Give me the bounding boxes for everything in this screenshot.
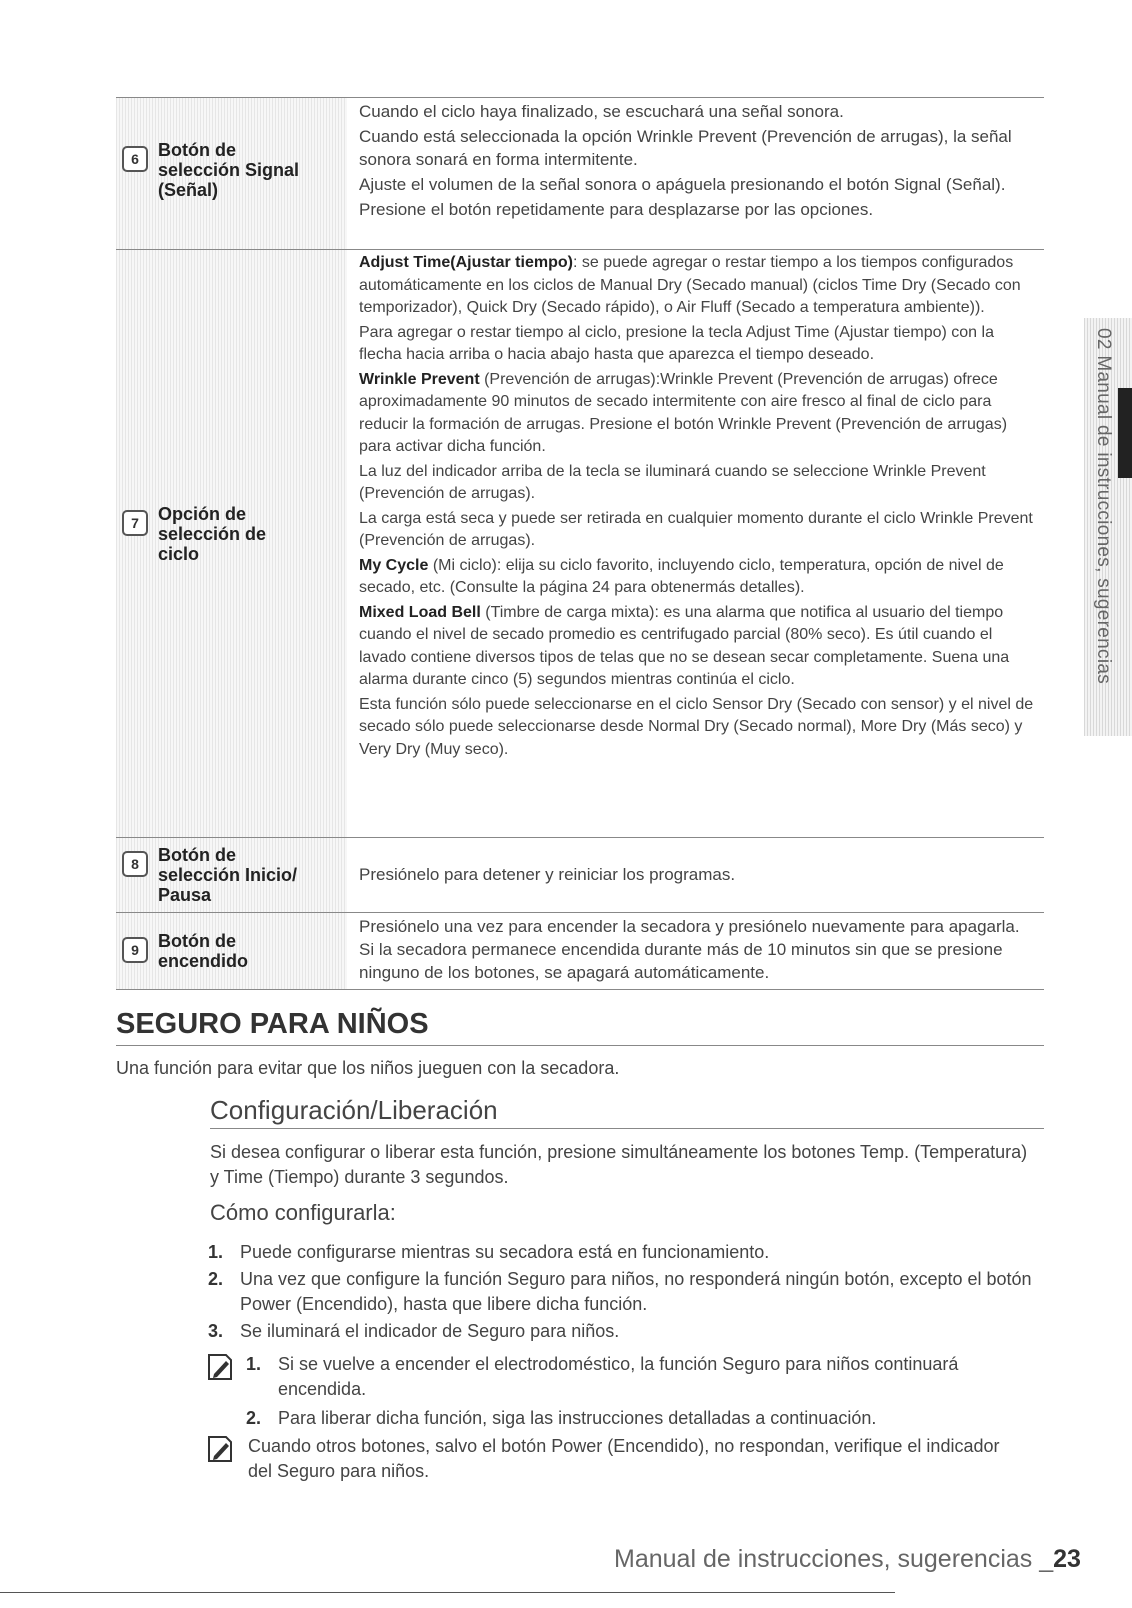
section-intro: Una función para evitar que los niños jueguen con la secadora. — [116, 1058, 620, 1078]
list-item: 1. Puede configurarse mientras su secadora está en funcionamiento. — [208, 1242, 770, 1262]
row-description: Presiónelo una vez para encender la secadora y presiónelo nuevamente para apagarla. Si la secadora permanece encendida durante más de 10 minutos sin que se presione ninguno de los botones, se apagará automáticamente. — [359, 917, 1020, 982]
row-label-cell — [116, 98, 347, 249]
list-item: 3. Se iluminará el indicador de Seguro para niños. — [208, 1321, 620, 1341]
row-label: Botón de selección Signal (Señal) — [158, 139, 300, 200]
table-row — [116, 250, 1044, 838]
subsection-title: Configuración/Liberación — [210, 1095, 1044, 1129]
row-label: Botón de encendido — [158, 931, 249, 971]
list-item: 2. Una vez que configure la función Seguro para niños, no responderá ningún botón, excepto el botón Power (Encendido), hasta que libere dicha función. — [208, 1269, 1032, 1314]
chapter-tab-marker — [1118, 388, 1132, 478]
page-number: 23 — [1053, 1545, 1081, 1573]
row-label: Opción de selección de ciclo — [158, 503, 267, 564]
item-number-badge: 7 — [122, 510, 148, 536]
row-label-cell — [116, 913, 347, 989]
subsection-text: Si desea configurar o liberar esta función, presione simultáneamente los botones Temp. (Temperatura) y Time (Tiempo) durante 3 segundos. — [210, 1142, 1028, 1187]
note-pencil-icon — [206, 1352, 234, 1382]
list-item: 1. Si se vuelve a encender el electrodoméstico, la función Seguro para niños continuará encendida. — [246, 1354, 959, 1399]
controls-table — [116, 97, 1044, 990]
how-to-title: Cómo configurarla: — [210, 1200, 396, 1225]
item-number-badge: 8 — [122, 851, 148, 877]
row-description: Adjust Time(Ajustar tiempo): se puede agregar o restar tiempo a los tiempos configurados automáticamente en los ciclos de Manual Dry (Secado manual) (ciclos Time Dry (Secado con temporizador), Quick Dry (Secado rápido), o Air Fluff (Secado a temperatura ambiente)). Para agregar o restar tiempo al ciclo, presione la tecla Adjust Time (Ajustar tiempo) con la flecha hacia arriba o hacia abajo hasta que aparezca el tiempo deseado. Wrinkle Prevent (Prevención de arrugas):Wrinkle Prevent (Prevención de arrugas) ofrece aproximadamente 90 minutos de secado intermitente con aire fresco al final de ciclo para reducir la formación de arrugas. Presione el botón Wrinkle Prevent (Prevención de arrugas) para activar dicha función. La luz del indicador arriba de la tecla se iluminará cuando se seleccione Wrinkle Prevent (Prevención de arrugas). La carga está seca y puede ser retirada en cualquier momento durante el ciclo Wrinkle Prevent (Prevención de arrugas). My Cycle (Mi ciclo): elija su ciclo favorito, incluyendo ciclo, temperatura, opción de nivel de secado, etc. (Consulte la página 24 para obtenermás detalles). Mixed Load Bell (Timbre de carga mixta): es una alarma que notifica al usuario del tiempo cuando el nivel de secado promedio es centrifugado parcial (80% seco). Es útil cuando el lavado contiene diversos tipos de telas que no se desean secar completamente. Suena una alarma durante cinco (5) segundos mientras continúa el ciclo. Esta función sólo puede seleccionarse en el ciclo Sensor Dry (Secado con sensor) y el nivel de secado sólo puede seleccionarse desde Normal Dry (Secado normal), More Dry (Más seco) y Very Dry (Muy seco). — [359, 254, 1034, 758]
steps-list — [208, 1240, 1038, 1346]
note-text: Cuando otros botones, salvo el botón Power (Encendido), no respondan, verifique el indicador del Seguro para niños. — [248, 1436, 1000, 1481]
row-description: Cuando el ciclo haya finalizado, se escuchará una señal sonora. Cuando está seleccionada la opción Wrinkle Prevent (Prevención de arrugas), la señal sonora sonará en forma intermitente. Ajuste el volumen de la señal sonora o apáguela presionando el botón Signal (Señal). Presione el botón repetidamente para desplazarse por las opciones. — [359, 102, 1012, 219]
chapter-side-tab-label: 02 Manual de instrucciones, sugerencias — [1093, 328, 1114, 685]
section-title: SEGURO PARA NIÑOS — [116, 1008, 1044, 1046]
note-list — [246, 1352, 1036, 1431]
row-label-cell — [116, 838, 347, 912]
table-row — [116, 98, 1044, 250]
table-row — [116, 913, 1044, 990]
row-label: Botón de selección Inicio/ Pausa — [158, 845, 298, 905]
table-row — [116, 838, 1044, 913]
page-footer: Manual de instrucciones, sugerencias _23 — [614, 1545, 1081, 1573]
item-number-badge: 9 — [122, 937, 148, 963]
note-pencil-icon — [206, 1434, 234, 1464]
item-number-badge: 6 — [122, 146, 148, 172]
row-label-cell — [116, 250, 347, 837]
footer-rule — [0, 1592, 895, 1593]
list-item: 2. Para liberar dicha función, siga las instrucciones detalladas a continuación. — [246, 1408, 877, 1428]
row-description: Presiónelo para detener y reiniciar los programas. — [359, 864, 736, 884]
